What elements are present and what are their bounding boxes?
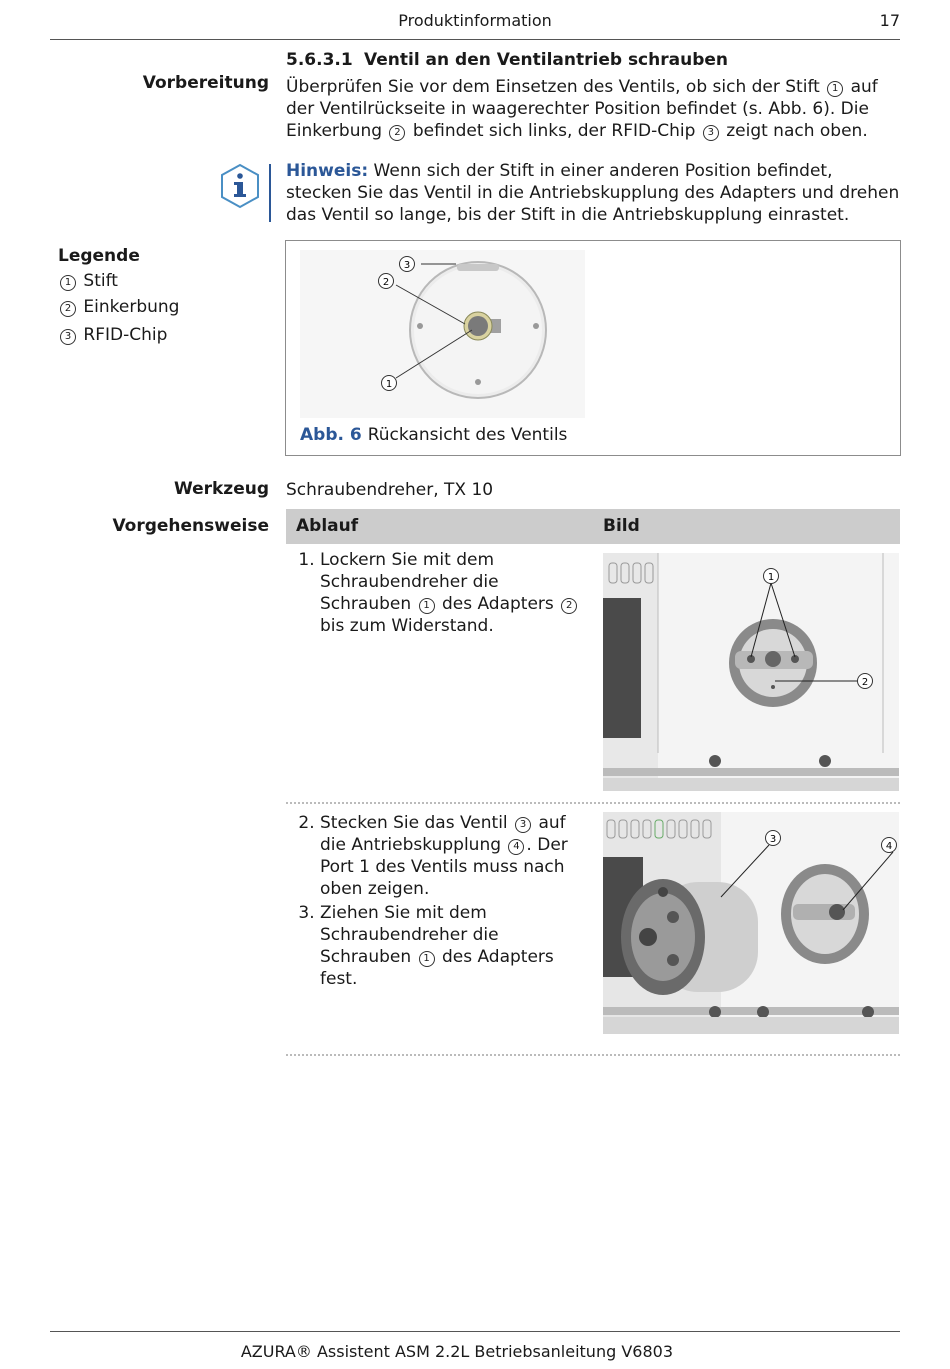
step-2-text-c: . Der Port 1 des Ventils muss nach oben zeigen. <box>320 835 568 899</box>
callout-3: 3 <box>515 817 531 833</box>
werkzeug-value: Schraubendreher, TX 10 <box>286 480 494 500</box>
figure-callout-2: 2 <box>382 277 390 288</box>
figure-caption-text: Rückansicht des Ventils <box>367 425 568 445</box>
werkzeug-label: Werkzeug <box>173 479 269 499</box>
info-icon <box>219 163 261 209</box>
note-label: Hinweis: <box>286 161 369 181</box>
figure-callout-3: 3 <box>403 260 411 271</box>
callout-1: 1 <box>419 598 435 614</box>
figure-caption <box>300 425 567 445</box>
image2-callout-4: 4 <box>885 841 893 852</box>
step-2-text-b: auf die Antriebskupplung <box>320 813 566 855</box>
image1-callout-1: 1 <box>767 572 775 583</box>
footer-divider <box>50 1331 900 1332</box>
figure-callout-1: 1 <box>385 379 393 390</box>
legend-num: 1 <box>60 275 76 291</box>
callout-1: 1 <box>419 951 435 967</box>
vorbereitung-text <box>286 76 900 142</box>
legend-item <box>58 325 167 345</box>
legend-title: Legende <box>58 246 140 266</box>
row-divider <box>286 1054 900 1056</box>
legend-item <box>58 297 179 317</box>
legend-label: Einkerbung <box>83 297 180 317</box>
vorbereitung-text-a: Überprüfen Sie vor dem Einsetzen des Ventils, ob sich der Stift <box>286 77 820 97</box>
adapter-screws-image <box>603 553 899 791</box>
running-header-title: Produktinformation <box>398 11 552 30</box>
section-title: Ventil an den Ventilantrieb schrauben <box>364 50 728 70</box>
note-text <box>286 160 900 226</box>
image2-callout-3: 3 <box>769 834 777 845</box>
header-divider <box>50 39 900 40</box>
legend-label: RFID-Chip <box>83 325 168 345</box>
legend-label: Stift <box>83 271 118 291</box>
note-bar <box>269 164 271 222</box>
step-3-text-b: des Adapters fest. <box>320 947 554 989</box>
callout-2: 2 <box>389 125 405 141</box>
callout-1: 1 <box>827 81 843 97</box>
callout-4: 4 <box>508 839 524 855</box>
footer-text: AZURA® Assistent ASM 2.2L Betriebsanleitung V6803 <box>240 1342 673 1361</box>
step-1-text-c: bis zum Widerstand. <box>320 616 494 636</box>
procedure-row-2-steps <box>296 812 586 992</box>
legend-num: 2 <box>60 301 76 317</box>
column-header-ablauf: Ablauf <box>296 516 359 536</box>
valve-rear-view-image <box>300 250 585 418</box>
note-body: Wenn sich der Stift in einer anderen Position befindet, stecken Sie das Ventil in die Antriebskupplung des Adapters und drehen das Ventil so lange, bis der Stift in die Antriebskupplung einrastet. <box>286 161 900 225</box>
legend-num: 3 <box>60 329 76 345</box>
section-heading <box>286 50 728 70</box>
step-3 <box>320 902 586 990</box>
procedure-table-header <box>286 509 900 544</box>
image1-callout-2: 2 <box>861 677 869 688</box>
vorgehensweise-label: Vorgehensweise <box>112 516 269 536</box>
row-divider <box>286 802 900 804</box>
step-1 <box>320 549 586 637</box>
valve-mounting-image <box>603 812 899 1034</box>
vorbereitung-text-b: auf der Ventilrückseite in waagerechter Position befindet (s. Abb. 6). Die Einkerbung <box>286 77 878 141</box>
column-header-bild: Bild <box>603 516 640 536</box>
procedure-row-1-steps <box>296 549 586 639</box>
page-number: 17 <box>879 11 900 30</box>
step-2-text-a: Stecken Sie das Ventil <box>320 813 508 833</box>
callout-3: 3 <box>703 125 719 141</box>
vorbereitung-label: Vorbereitung <box>142 73 269 93</box>
figure-number: Abb. 6 <box>300 425 362 445</box>
step-1-text-b: des Adapters <box>441 594 554 614</box>
step-1-text-a: Lockern Sie mit dem Schraubendreher die Schrauben <box>320 550 499 614</box>
step-2 <box>320 812 586 900</box>
vorbereitung-text-c: befindet sich links, der RFID-Chip <box>412 121 696 141</box>
callout-2: 2 <box>561 598 577 614</box>
vorbereitung-text-d: zeigt nach oben. <box>726 121 868 141</box>
step-3-text-a: Ziehen Sie mit dem Schraubendreher die Schrauben <box>320 903 499 967</box>
legend-item <box>58 271 118 291</box>
section-number: 5.6.3.1 <box>286 50 353 70</box>
